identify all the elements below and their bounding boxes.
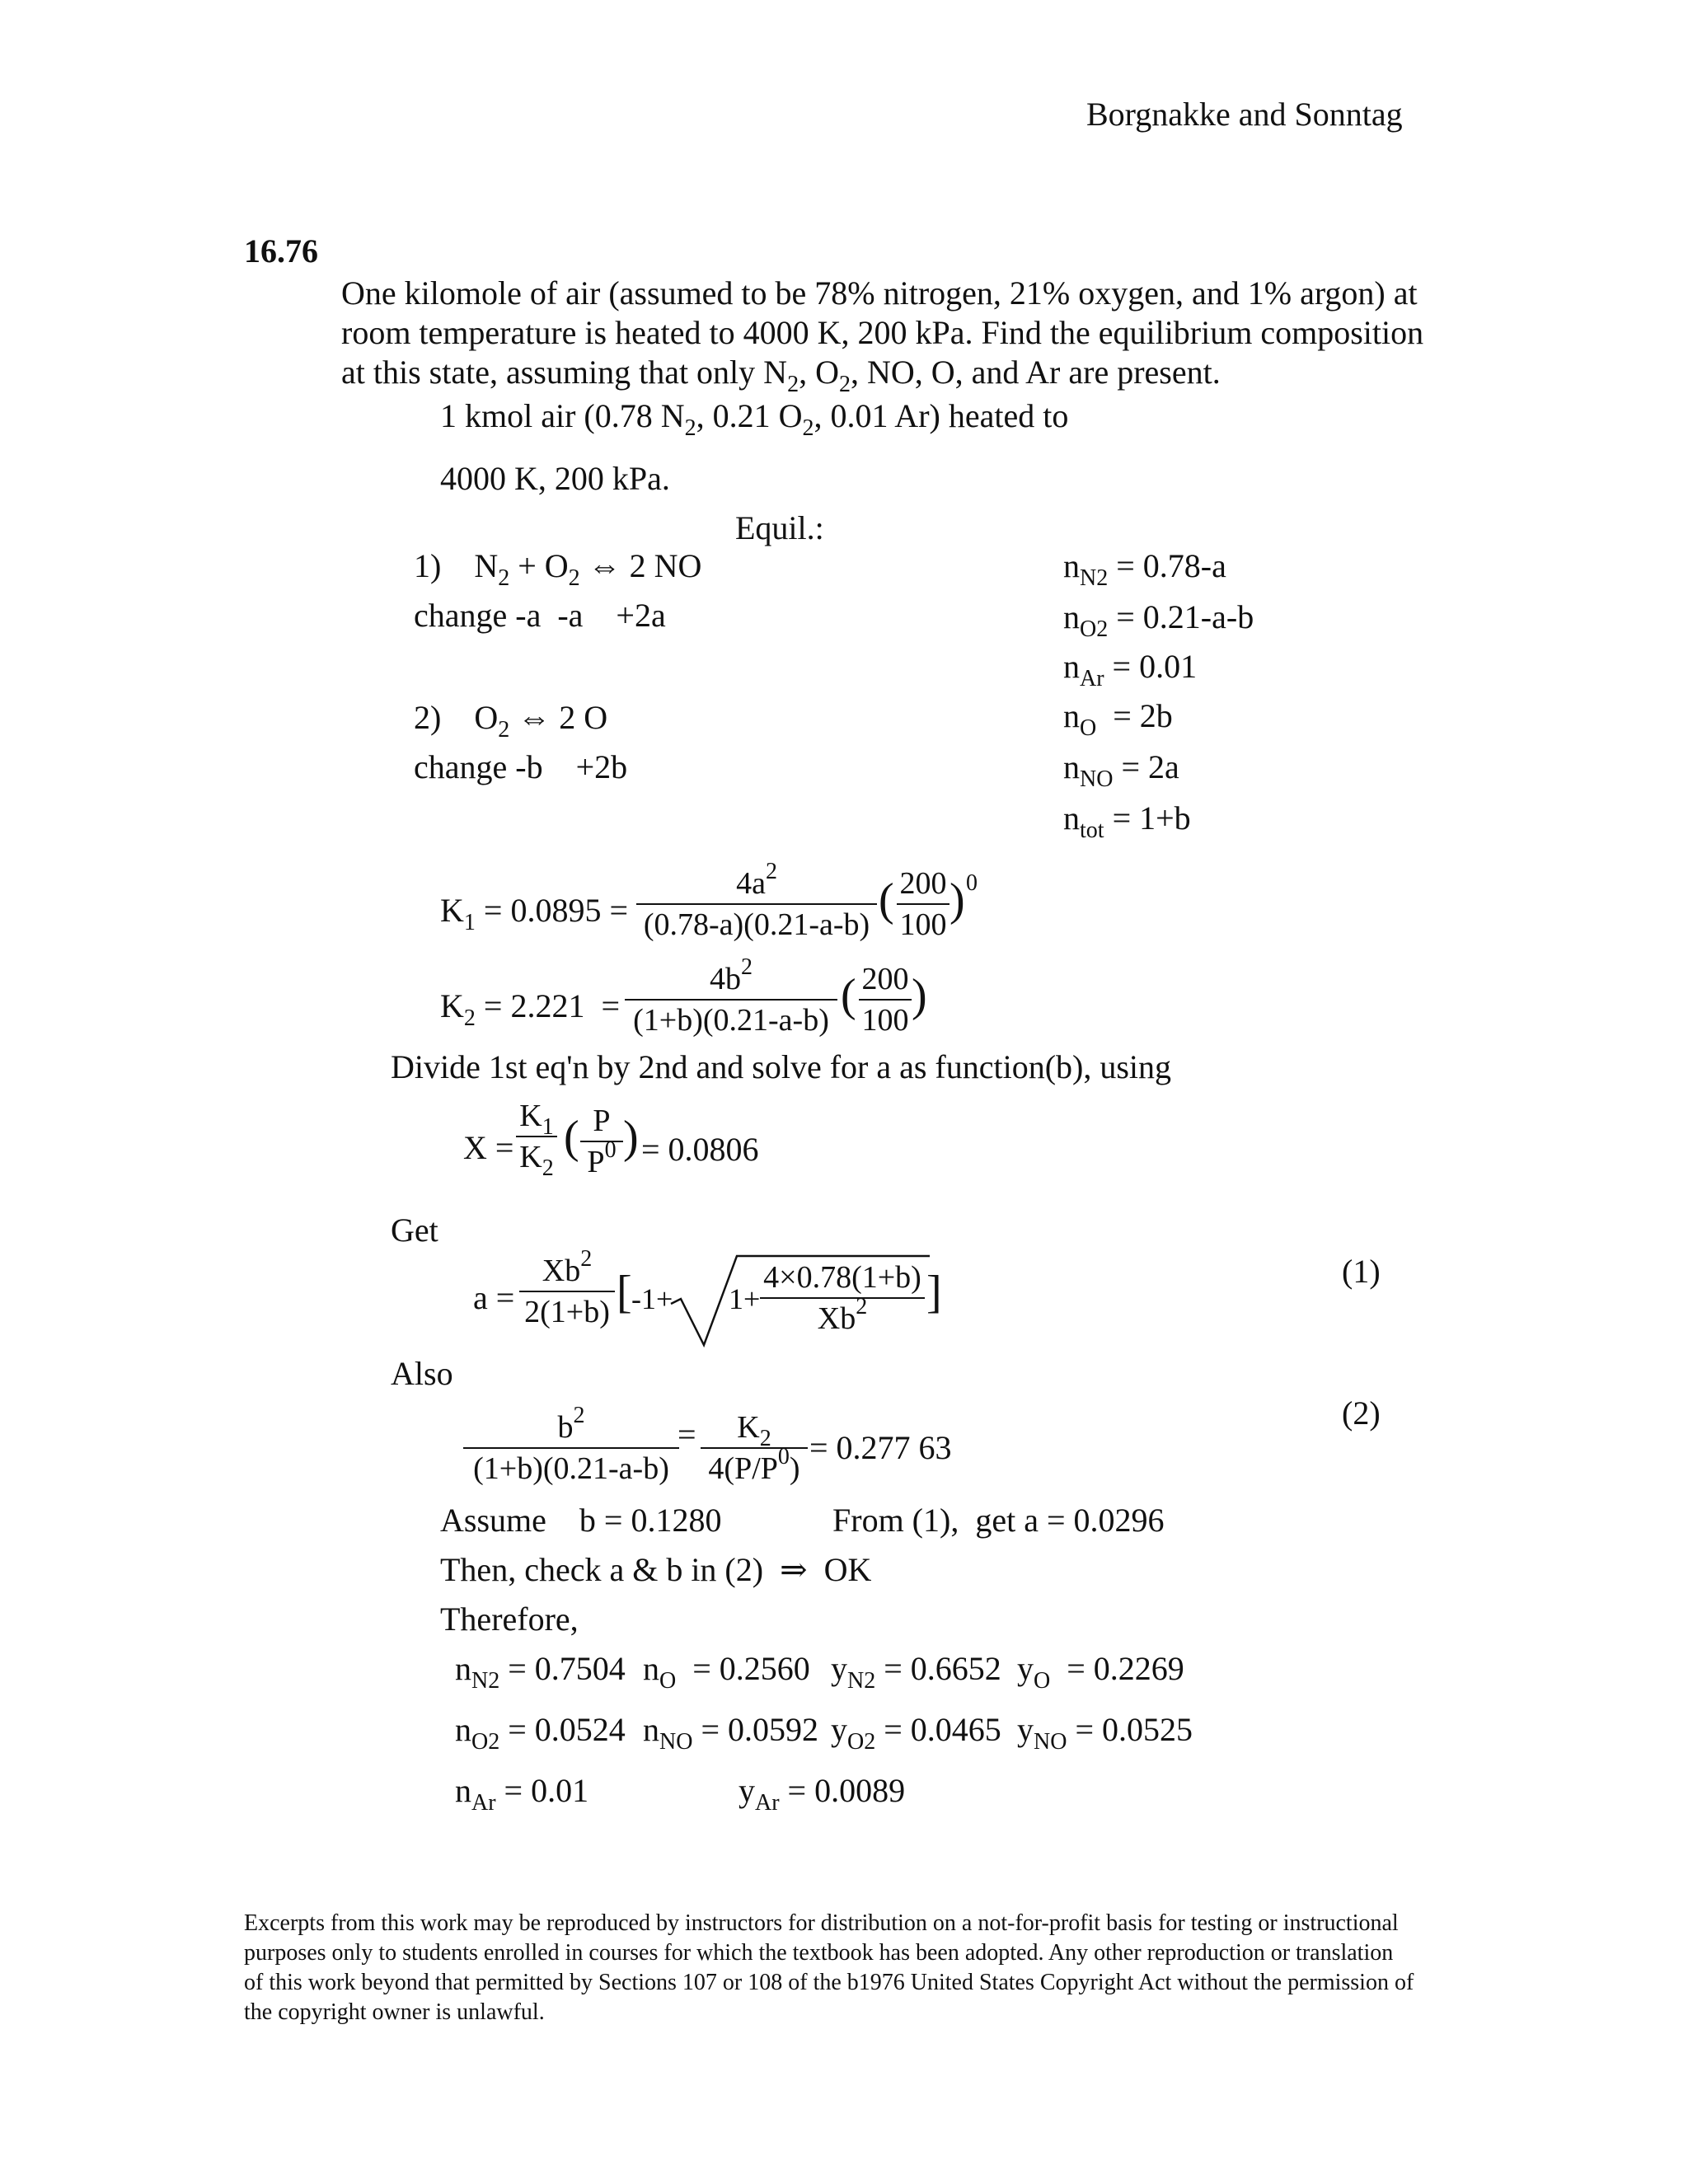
reaction-1-product: ⇔ 2 NO [579, 547, 702, 584]
result-y-no: $y_{NO} = 0.0525$ [1017, 1711, 1193, 1755]
statement-sub1: 2 [787, 372, 799, 397]
reaction-1-sub2: 2 [568, 565, 580, 591]
x-k-ratio: $K_1$ $K_2$ [516, 1098, 557, 1175]
divide-instruction: Divide 1st eq'n by 2nd and solve for a as function(b), using [391, 1048, 1172, 1085]
x-value: = 0.0806 [641, 1131, 759, 1168]
reaction-1-n: N [474, 547, 499, 584]
reaction-2 [414, 699, 608, 743]
equation-tag-2: (2) [1342, 1394, 1381, 1432]
get-label: Get [391, 1212, 438, 1249]
result-y-n2: $y_{N2} = 0.6652$ [831, 1650, 1001, 1694]
reaction-1-sub1: 2 [498, 565, 510, 591]
reaction-2-product: ⇔ 2 O [509, 699, 608, 736]
a-fraction: Xb$^2$ 2(1+b) [519, 1253, 615, 1330]
x-paren-open: ( [564, 1112, 579, 1163]
b-equals: = [678, 1416, 696, 1453]
result-y-o: $y_O = 0.2269$ [1017, 1650, 1184, 1694]
k2-numerator: 4b [710, 962, 741, 996]
a-sqrt-fraction: 4×0.78(1+b) Xb$^2$ [760, 1259, 925, 1337]
statement-part3: , NO, O, and Ar are present. [850, 354, 1221, 391]
given-line1 [440, 397, 1069, 441]
b-value: = 0.277 63 [809, 1429, 952, 1466]
x-paren-close: ) [623, 1112, 639, 1163]
equation-tag-1: (1) [1342, 1253, 1381, 1290]
k2-fraction: $4b^2$ (1+b)(0.21-a-b) [625, 961, 837, 1038]
given-line2: 4000 K, 200 kPa. [440, 460, 670, 497]
k1-numerator: 4a [736, 866, 766, 901]
result-n-o2: $n_{O2} = 0.0524$ [455, 1711, 626, 1755]
k1-lhs: $K_1 = 0.0895$ = [440, 892, 629, 935]
reaction-1 [414, 547, 702, 591]
k1-fraction: $4a^2$ (0.78-a)(0.21-a-b) [636, 865, 877, 943]
result-n-no: $n_{NO} = 0.0592$ [643, 1711, 819, 1755]
reaction-1-label: 1) [414, 547, 442, 584]
reaction-2-change: change -b +2b [414, 748, 628, 785]
b-rhs-fraction: $K_2$ $4(P/P^0)$ [701, 1409, 808, 1487]
reaction-2-label: 2) [414, 699, 442, 736]
k2-pressure-ratio: 200 100 [859, 961, 912, 1038]
header-authors: Borgnakke and Sonntag [1086, 96, 1403, 133]
x-lhs: X = [463, 1129, 514, 1166]
mole-n-n2: $n_{N2} = 0.78-a$ [1063, 547, 1226, 591]
given-text-b: , 0.21 O [696, 397, 803, 434]
reaction-1-o: + O [509, 547, 569, 584]
k2-denominator: (1+b)(0.21-a-b) [633, 1003, 829, 1038]
given-sub1: 2 [684, 415, 696, 441]
therefore-text: Therefore, [440, 1601, 579, 1638]
a-one-plus: 1+ [729, 1282, 761, 1315]
result-y-ar: $y_{Ar} = 0.0089$ [738, 1772, 906, 1816]
given-sub2: 2 [802, 415, 814, 441]
mole-n-ar: $n_{Ar} = 0.01$ [1063, 648, 1198, 691]
mole-n-no: $n_{NO} = 2a$ [1063, 748, 1179, 792]
a-bracket-close: ] [926, 1267, 942, 1318]
result-n-n2: $n_{N2} = 0.7504$ [455, 1650, 626, 1694]
result-n-ar: $n_{Ar} = 0.01$ [455, 1772, 589, 1816]
b-fraction: $b^2$ (1+b)(0.21-a-b) [463, 1409, 679, 1487]
problem-number: 16.76 [244, 232, 318, 269]
assume-text: Assume b = 0.1280 [440, 1502, 722, 1539]
result-n-o: $n_O = 0.2560$ [643, 1650, 810, 1694]
given-text-a: 1 kmol air (0.78 N [440, 397, 685, 434]
mole-n-o: $n_O = 2b$ [1063, 697, 1173, 741]
statement-part2: , O [799, 354, 839, 391]
a-bracket-open: [ [617, 1267, 632, 1318]
k1-paren-open: ( [879, 874, 894, 926]
k1-denominator: (0.78-a)(0.21-a-b) [643, 907, 870, 942]
k1-pressure-ratio: 200 100 [897, 865, 950, 943]
k2-lhs: $K_2 = 2.221$ = [440, 987, 621, 1031]
problem-statement [341, 274, 1437, 397]
also-label: Also [391, 1355, 453, 1392]
mole-n-tot: $n_{tot} = 1+b$ [1063, 799, 1191, 843]
given-text-c: , 0.01 Ar) heated to [814, 397, 1069, 434]
statement-sub2: 2 [838, 372, 851, 397]
k2-paren-close: ) [912, 970, 927, 1021]
equil-label: Equil.: [735, 509, 824, 546]
statement-part1: One kilomole of air (assumed to be 78% nitrogen, 21% oxygen, and 1% argon) at room temperature is heated to 4000 K, 200 kPa. Find the equilibrium composition at this state, assuming that only N [341, 274, 1424, 391]
k1-exponent: 0 [966, 870, 978, 896]
k2-paren-open: ( [841, 970, 856, 1021]
mole-n-o2: $n_{O2} = 0.21-a-b$ [1063, 598, 1254, 642]
reaction-2-sub: 2 [498, 717, 510, 743]
reaction-1-change: change -a -a +2a [414, 597, 666, 634]
check-text: Then, check a & b in (2) ⇒ OK [440, 1551, 872, 1588]
x-pressure-ratio: P $P^0$ [580, 1103, 623, 1180]
result-y-o2: $y_{O2} = 0.0465$ [831, 1711, 1001, 1755]
a-minus-one: -1+ [631, 1282, 673, 1315]
k1-paren-close: ) [950, 874, 965, 926]
a-lhs: a = [473, 1279, 515, 1316]
reaction-2-o: O [474, 699, 499, 736]
copyright-notice: Excerpts from this work may be reproduced by instructors for distribution on a not-for-profit basis for testing or instructional purposes only to students enrolled in courses for which the textbook has been adopted. Any other reproduction or translation of this work beyond that permitted by Sections 107 or 108 of the b1976 United States Copyright Act without the permission of the copyright owner is unlawful. [244, 1910, 1414, 2025]
from-text: From (1), get a = 0.0296 [832, 1502, 1165, 1539]
